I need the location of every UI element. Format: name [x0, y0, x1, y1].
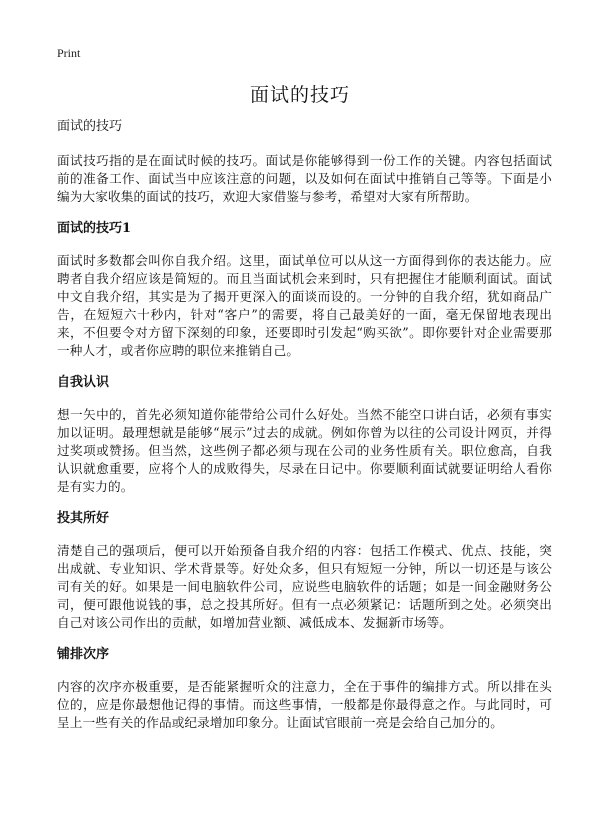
section-heading-3: 投其所好 — [57, 511, 110, 526]
section-heading-4: 铺排次序 — [57, 647, 110, 662]
intro-paragraph: 面试技巧指的是在面试时候的技巧。面试是你能够得到一份工作的关键。内容包括面试前的准备工作、面试当中应该注意的问题，以及如何在面试中推销自己等等。下面是小编为大家收集的面试的技巧，欢迎大家借鉴与参考，希望对大家有所帮助。 — [57, 153, 552, 204]
article-body — [57, 118, 552, 746]
page-title: 面试的技巧 — [249, 84, 350, 106]
article-subtitle: 面试的技巧 — [57, 119, 123, 134]
print-link[interactable]: Print — [57, 46, 81, 60]
section-body-3: 清楚自己的强项后，便可以开始预备自我介绍的内容：包括工作模式、优点、技能，突出成就、专业知识、学术背景等。好处众多，但只有短短一分钟，所以一切还是与该公司有关的好。如果是一间电脑软件公司，应说些电脑软件的话题；如是一间金融财务公司，便可跟他说钱的事，总之投其所好。但有一点必须紧记：话题所到之处。必须突出自己对该公司作出的贡献，如增加营业额、减低成本、发掘新市场等。 — [57, 543, 552, 630]
section-body-1: 面试时多数都会叫你自我介绍。这里，面试单位可以从这一方面得到你的表达能力。应聘者自我介绍应该是简短的。而且当面试机会来到时，只有把握住才能顺利面试。面试中文自我介绍，其实是为了揭开更深入的面谈而设的。一分钟的自我介绍，犹如商品广告，在短短六十秒内，针对“客户”的需要，将自己最美好的一面，毫无保留地表现出来，不但要令对方留下深刻的印象，还要即时引发起“购买欲”。即你要针对企业需要那一种人才，或者你应聘的职位来推销自己。 — [57, 253, 552, 358]
section-body-2: 想一矢中的，首先必须知道你能带给公司什么好处。当然不能空口讲白话，必须有事实加以证明。最理想就是能够“展示”过去的成就。例如你曾为以往的公司设计网页，并得过奖项或赞扬。但当然，这些例子都必须与现在公司的业务性质有关。职位愈高，自我认识就愈重要，应将个人的成败得失，尽录在日记中。你要顺利面试就要证明给人看你是有实力的。 — [57, 407, 552, 494]
section-heading-2: 自我认识 — [57, 375, 110, 390]
section-body-4: 内容的次序亦极重要，是否能紧握听众的注意力，全在于事件的编排方式。所以排在头位的，应是你最想他记得的事情。而这些事情，一般都是你最得意之作。与此同时，可呈上一些有关的作品或纪录增加印象分。让面试官眼前一亮是会给自己加分的。 — [57, 679, 552, 730]
section-heading-1: 面试的技巧1 — [57, 221, 132, 236]
